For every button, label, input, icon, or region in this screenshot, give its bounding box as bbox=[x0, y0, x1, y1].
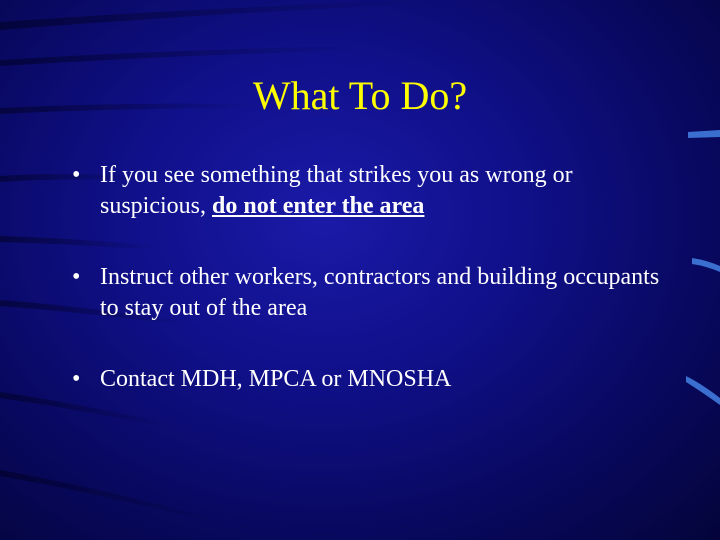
dark-streak bbox=[0, 470, 220, 524]
bullet-text: Contact MDH, MPCA or MNOSHA bbox=[100, 366, 452, 392]
accent-streak bbox=[686, 376, 720, 405]
bullet-dot-icon: • bbox=[72, 366, 81, 392]
bullet-list bbox=[72, 160, 672, 395]
accent-streak bbox=[692, 258, 720, 272]
bullet-text: Instruct other workers, contractors and building occupants to stay out of the area bbox=[100, 264, 660, 321]
bullet-text: If you see something that strikes you as wrong or suspicious, bbox=[100, 162, 573, 219]
dark-streak bbox=[0, 46, 360, 66]
bullet-item bbox=[72, 364, 672, 395]
bullet-dot-icon: • bbox=[72, 264, 81, 290]
bullet-emphasis: do not enter the area bbox=[212, 193, 425, 219]
bullet-dot-icon: • bbox=[72, 162, 81, 188]
bullet-item bbox=[72, 262, 672, 324]
slide-title: What To Do? bbox=[252, 73, 468, 118]
bullet-item bbox=[72, 160, 672, 222]
dark-streak bbox=[0, 392, 170, 428]
dark-streak bbox=[0, 0, 420, 30]
accent-streak bbox=[688, 130, 720, 138]
